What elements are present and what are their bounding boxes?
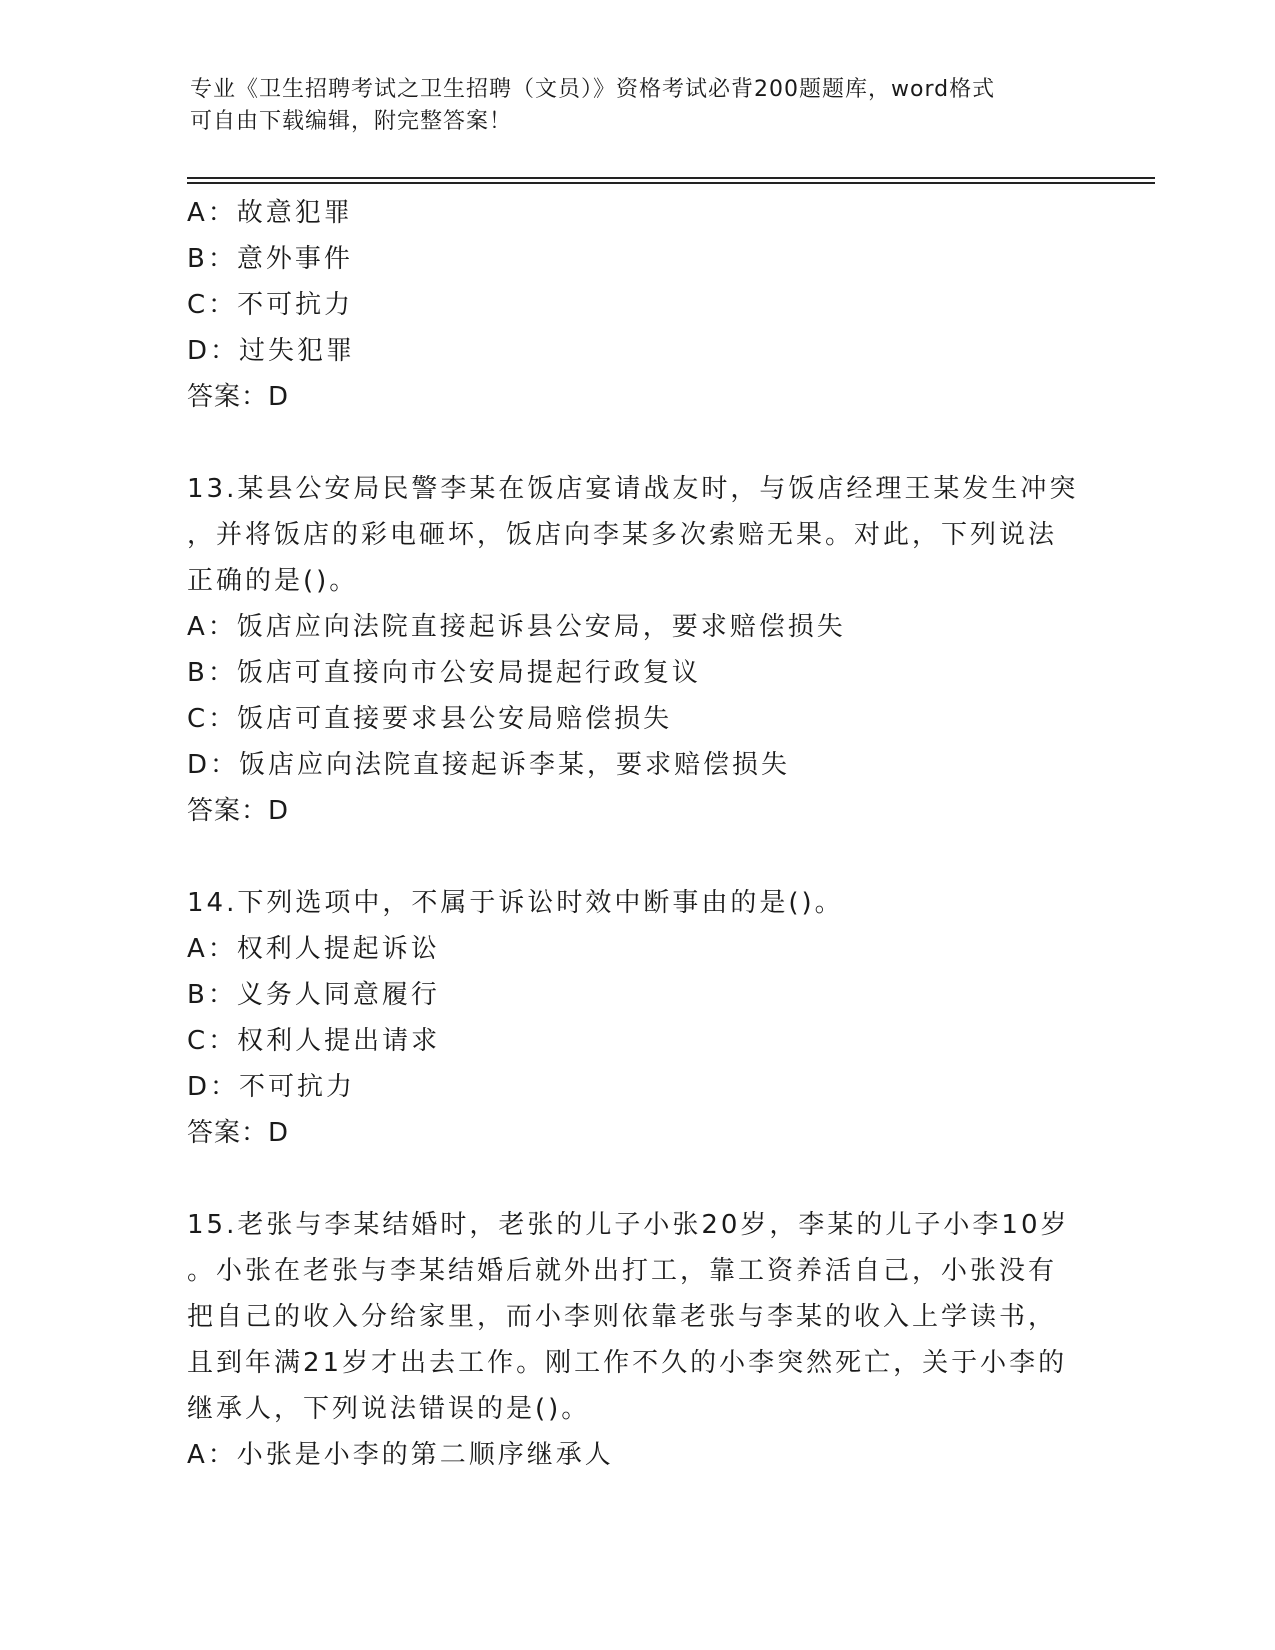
header-line-2: 可自由下载编辑，附完整答案！ <box>190 109 513 134</box>
question-content <box>187 190 1087 1478</box>
question-stem-line: 15.老张与李某结婚时，老张的儿子小张20岁，李某的儿子小李10岁 <box>187 1210 1070 1240</box>
header-divider-top <box>187 177 1155 179</box>
question-14-answer: 答案：D <box>187 1118 290 1148</box>
option-a: A：故意犯罪 <box>187 198 353 228</box>
header-line-1: 专业《卫生招聘考试之卫生招聘（文员）》资格考试必背200题题库，word格式 <box>190 77 996 102</box>
option-c: C：饭店可直接要求县公安局赔偿损失 <box>187 704 673 734</box>
question-stem-line: 把自己的收入分给家里，而小李则依靠老张与李某的收入上学读书， <box>187 1302 1058 1332</box>
question-12-answer: 答案：D <box>187 382 290 412</box>
question-13 <box>187 466 1087 834</box>
option-d: D：不可抗力 <box>187 1072 356 1102</box>
question-stem-line: 正确的是()。 <box>187 566 359 596</box>
question-stem-line: 13.某县公安局民警李某在饭店宴请战友时，与饭店经理王某发生冲突 <box>187 474 1079 504</box>
question-stem-line: 。小张在老张与李某结婚后就外出打工，靠工资养活自己，小张没有 <box>187 1256 1058 1286</box>
spacer <box>187 420 1087 466</box>
option-b: B：义务人同意履行 <box>187 980 440 1010</box>
option-a: A：饭店应向法院直接起诉县公安局，要求赔偿损失 <box>187 612 846 642</box>
option-c: C：不可抗力 <box>187 290 354 320</box>
document-header <box>190 74 1070 138</box>
question-15 <box>187 1202 1087 1478</box>
question-stem-line: ，并将饭店的彩电砸坏，饭店向李某多次索赔无果。对此，下列说法 <box>187 520 1058 550</box>
option-c: C：权利人提出请求 <box>187 1026 441 1056</box>
question-12-options <box>187 190 1087 374</box>
question-stem-line: 且到年满21岁才出去工作。刚工作不久的小李突然死亡，关于小李的 <box>187 1348 1068 1378</box>
spacer <box>187 1156 1087 1202</box>
question-stem-line: 14.下列选项中，不属于诉讼时效中断事由的是()。 <box>187 888 844 918</box>
option-b: B：意外事件 <box>187 244 353 274</box>
question-stem-line: 继承人，下列说法错误的是()。 <box>187 1394 591 1424</box>
header-divider-bottom <box>187 182 1155 184</box>
option-d: D：过失犯罪 <box>187 336 356 366</box>
option-a: A：权利人提起诉讼 <box>187 934 440 964</box>
question-13-answer: 答案：D <box>187 796 290 826</box>
spacer <box>187 834 1087 880</box>
option-a: A：小张是小李的第二顺序继承人 <box>187 1440 614 1470</box>
option-b: B：饭店可直接向市公安局提起行政复议 <box>187 658 701 688</box>
question-14 <box>187 880 1087 1156</box>
option-d: D：饭店应向法院直接起诉李某，要求赔偿损失 <box>187 750 791 780</box>
